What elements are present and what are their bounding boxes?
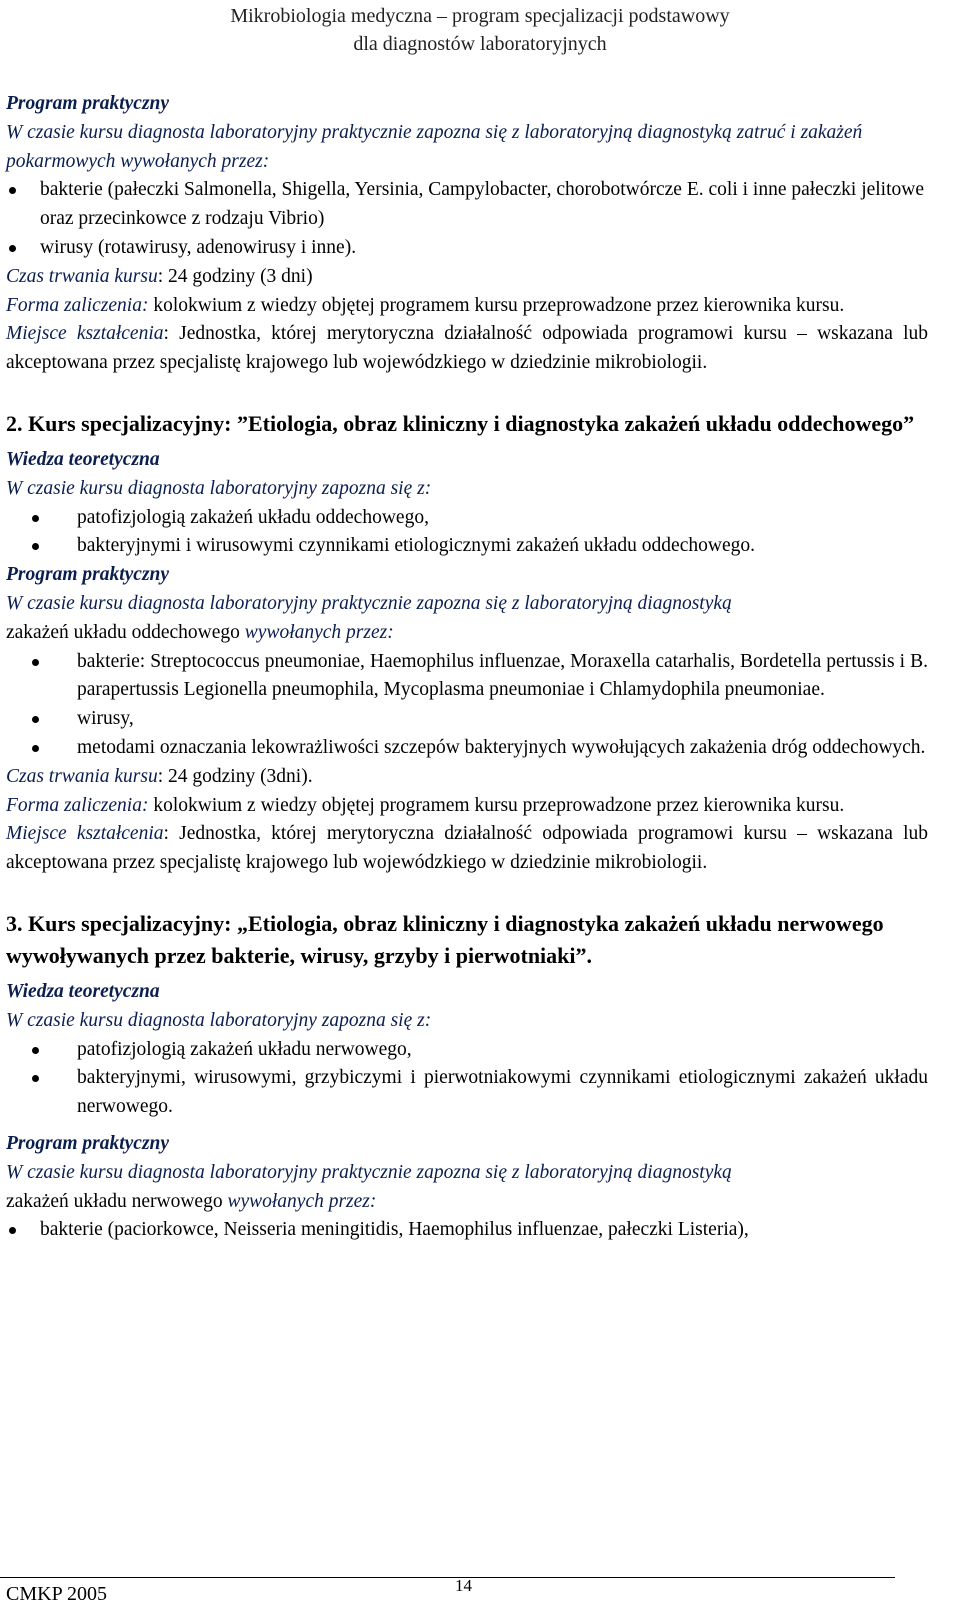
section-intro: W czasie kursu diagnosta laboratoryjny zapozna się z: <box>6 477 432 499</box>
bullet-list <box>6 176 928 262</box>
section-intro: W czasie kursu diagnosta laboratoryjny praktycznie zapozna się z laboratoryjną diagnostyką <box>6 592 732 614</box>
page-header <box>0 0 960 58</box>
duration-value: : 24 godziny (3dni). <box>157 765 313 787</box>
spacer <box>6 878 928 908</box>
location-label: Miejsce kształcenia <box>6 323 164 345</box>
assessment-label: Forma zaliczenia: <box>6 294 149 316</box>
bullet-list <box>6 1036 928 1122</box>
section-intro: W czasie kursu diagnosta laboratoryjny praktycznie zapozna się z laboratoryjną diagnostyką zatruć i zakażeń pokarmowych wywołanych przez: <box>6 121 863 172</box>
intro-plain: zakażeń układu oddechowego <box>6 621 245 643</box>
bullet-list <box>6 1216 928 1245</box>
list-item: bakteryjnymi, wirusowymi, grzybiczymi i pierwotniakowymi czynnikami etiologicznymi zakażeń układu nerwowego. <box>6 1064 928 1122</box>
section-subtitle: Wiedza teoretyczna <box>6 448 160 470</box>
page-content <box>6 90 928 1245</box>
location-line <box>6 820 928 878</box>
intro-italic: wywołanych przez: <box>227 1190 377 1212</box>
list-item: wirusy, <box>6 705 928 734</box>
bullet-list <box>6 648 928 763</box>
location-value: : Jednostka, której merytoryczna działalność odpowiada programowi kursu – wskazana lub akceptowana przez specjalistę krajowego lub wojewódzkiego w dziedzinie mikrobiologii. <box>6 323 929 374</box>
section-intro-cont <box>6 1188 928 1217</box>
location-value: : Jednostka, której merytoryczna działalność odpowiada programowi kursu – wskazana lub akceptowana przez specjalistę krajowego lub wojewódzkiego w dziedzinie mikrobiologii. <box>6 823 929 874</box>
section-intro: W czasie kursu diagnosta laboratoryjny praktycznie zapozna się z laboratoryjną diagnostyką <box>6 1161 732 1183</box>
list-item: patofizjologią zakażeń układu oddechowego, <box>6 504 928 533</box>
page-number: 14 <box>455 1576 472 1595</box>
assessment-line <box>6 792 928 821</box>
intro-italic: wywołanych przez: <box>244 621 394 643</box>
location-line <box>6 320 928 378</box>
duration-value: : 24 godziny (3 dni) <box>157 265 313 287</box>
assessment-value: kolokwium z wiedzy objętej programem kursu przeprowadzone przez kierownika kursu. <box>148 794 845 816</box>
section-subtitle: Wiedza teoretyczna <box>6 980 160 1002</box>
spacer <box>6 378 928 408</box>
list-item: metodami oznaczania lekowrażliwości szczepów bakteryjnych wywołujących zakażenia dróg oddechowych. <box>6 734 928 763</box>
footer-divider <box>0 1577 895 1578</box>
assessment-line <box>6 292 928 321</box>
location-label: Miejsce kształcenia <box>6 823 164 845</box>
section-subtitle: Program praktyczny <box>6 1132 170 1154</box>
header-title: Mikrobiologia medyczna – program specjalizacji podstawowy <box>230 5 730 27</box>
bullet-list <box>6 504 928 562</box>
duration-line <box>6 763 928 792</box>
duration-label: Czas trwania kursu <box>6 765 158 787</box>
assessment-value: kolokwium z wiedzy objętej programem kursu przeprowadzone przez kierownika kursu. <box>148 294 845 316</box>
list-item: bakterie (paciorkowce, Neisseria meningitidis, Haemophilus influenzae, pałeczki Listeria), <box>6 1216 928 1245</box>
intro-plain: zakażeń układu nerwowego <box>6 1190 228 1212</box>
duration-label: Czas trwania kursu <box>6 265 158 287</box>
list-item: bakteryjnymi i wirusowymi czynnikami etiologicznymi zakażeń układu oddechowego. <box>6 532 928 561</box>
section-intro: W czasie kursu diagnosta laboratoryjny zapozna się z: <box>6 1009 432 1031</box>
assessment-label: Forma zaliczenia: <box>6 794 149 816</box>
list-item: bakterie: Streptococcus pneumoniae, Haemophilus influenzae, Moraxella catarhalis, Bordetella pertussis i B. parapertussis Legionella pneumophila, Mycoplasma pneumoniae i Chlamydophila pneumoniae. <box>6 648 928 706</box>
section-subtitle: Program praktyczny <box>6 93 170 114</box>
header-subtitle: dla diagnostów laboratoryjnych <box>353 33 607 55</box>
section-intro-cont <box>6 619 928 648</box>
duration-line <box>6 263 928 292</box>
section-subtitle: Program praktyczny <box>6 564 170 586</box>
list-item: patofizjologią zakażeń układu nerwowego, <box>6 1036 928 1065</box>
list-item: bakterie (pałeczki Salmonella, Shigella, Yersinia, Campylobacter, chorobotwórcze E. coli i inne pałeczki jelitowe oraz przecinkowce z rodzaju Vibrio) <box>6 176 928 234</box>
footer-publisher: CMKP 2005 <box>6 1583 107 1605</box>
section-heading: 2. Kurs specjalizacyjny: ”Etiologia, obraz kliniczny i diagnostyka zakażeń układu oddechowego” <box>6 410 915 436</box>
list-item: wirusy (rotawirusy, adenowirusy i inne). <box>6 234 928 263</box>
section-heading: 3. Kurs specjalizacyjny: „Etiologia, obraz kliniczny i diagnostyka zakażeń układu nerwowego wywoływanych przez bakterie, wirusy, grzyby i pierwotniaki”. <box>6 910 884 968</box>
